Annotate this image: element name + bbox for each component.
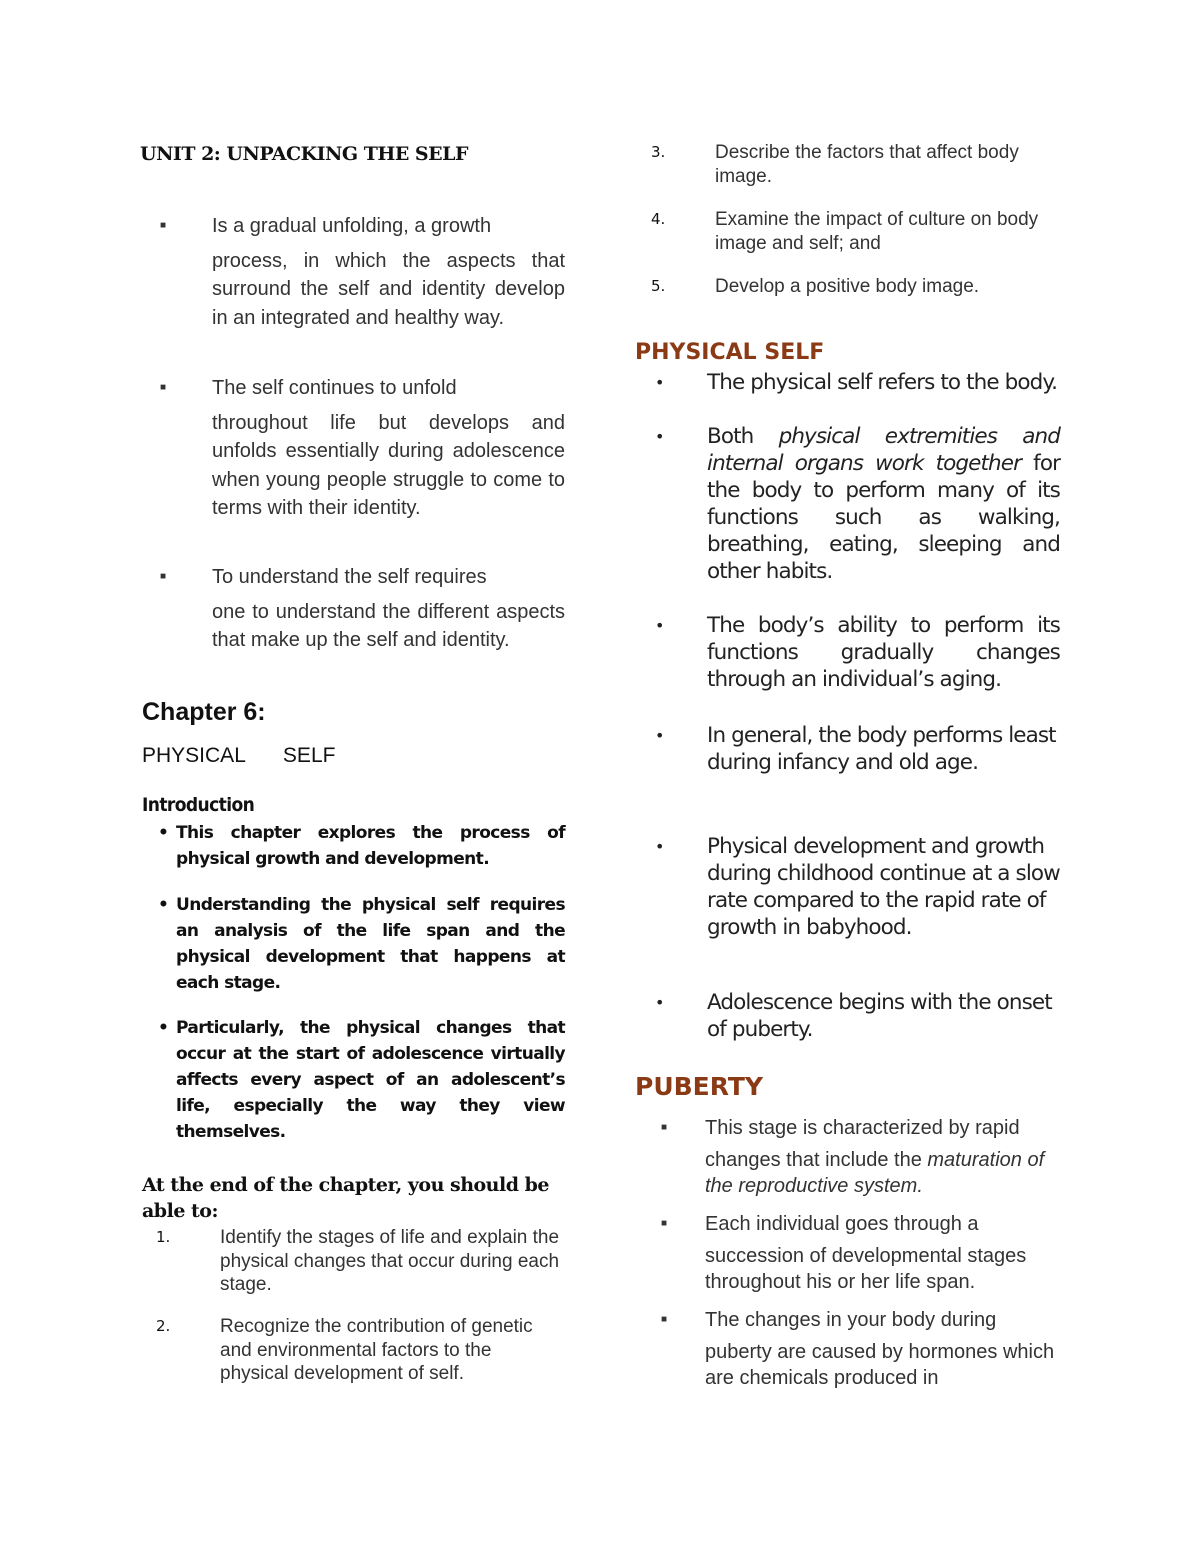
chapter-subtitle: PHYSICAL SELF (142, 744, 336, 767)
list-item: • Understanding the physical self requires an analysis of the life span and the physical development that happens at each stage. (158, 892, 565, 996)
list-item: • In general, the body performs least during infancy and old age. (655, 723, 1056, 775)
dot-bullet-icon: • (655, 726, 664, 745)
list-number: 2. (156, 1317, 171, 1335)
list-item: ■ This stage is characterized by rapid changes that include the maturation of the reproductive system. (661, 1117, 1045, 1197)
list-item: 4. Examine the impact of culture on body image and self; and (651, 209, 1039, 254)
dot-bullet-icon: • (158, 1018, 169, 1038)
list-item: • Physical development and growth during childhood continue at a slow rate compared to the rapid rate of growth in babyhood. (655, 834, 1060, 940)
square-bullet-icon: ■ (160, 220, 167, 231)
square-bullet-icon: ■ (160, 382, 167, 393)
list-item: 2. Recognize the contribution of genetic and environmental factors to the physical development of self. (156, 1316, 533, 1384)
list-item: ■ Is a gradual unfolding, a growth process, in which the aspects that surround the self and identity develop in an integrated and healthy way. (140, 212, 565, 332)
list-item: 5. Develop a positive body image. (651, 276, 980, 297)
dot-bullet-icon: • (158, 823, 169, 843)
dot-bullet-icon: • (655, 993, 664, 1012)
list-item: ■ The changes in your body during puberty are caused by hormones which are chemicals produced in (661, 1309, 1055, 1389)
list-item: • The physical self refers to the body. (655, 370, 1058, 395)
square-bullet-icon: ■ (661, 1314, 668, 1325)
list-number: 4. (651, 210, 666, 228)
list-item: ■ To understand the self requires one to understand the different aspects that make up the self and identity. (140, 563, 565, 655)
dot-bullet-icon: • (655, 837, 664, 856)
puberty-heading: PUBERTY (635, 1072, 764, 1101)
physical-self-heading: PHYSICAL SELF (635, 340, 825, 365)
list-number: 5. (651, 277, 666, 295)
dot-bullet-icon: • (655, 427, 664, 446)
list-item: • Particularly, the physical changes that occur at the start of adolescence virtually affects every aspect of an adolescent’s life, especially the way they view themselves. (158, 1015, 565, 1145)
unit-title: UNIT 2: UNPACKING THE SELF (140, 143, 468, 165)
list-item: • This chapter explores the process of physical growth and development. (158, 820, 565, 872)
list-item: 3. Describe the factors that affect body image. (651, 142, 1019, 187)
list-number: 1. (156, 1228, 171, 1246)
list-item: ■ Each individual goes through a succession of developmental stages throughout his or her life span. (661, 1213, 1027, 1293)
dot-bullet-icon: • (158, 895, 169, 915)
list-item: • Both physical extremities and internal organs work together for the body to perform many of its functions such as walking, breathing, eating, sleeping and other habits. (655, 424, 1061, 584)
dot-bullet-icon: • (655, 373, 664, 392)
objectives-heading: At the end of the chapter, you should be able to: (142, 1174, 549, 1222)
list-item: • The body’s ability to perform its functions gradually changes through an individual’s aging. (655, 613, 1060, 692)
square-bullet-icon: ■ (160, 571, 167, 582)
introduction-heading: Introduction (142, 794, 255, 816)
list-item: 1. Identify the stages of life and explain the physical changes that occur during each stage. (156, 1227, 560, 1295)
square-bullet-icon: ■ (661, 1218, 668, 1229)
list-item: ■ The self continues to unfold throughout life but develops and unfolds essentially during adolescence when young people struggle to come to terms with their identity. (140, 374, 565, 523)
dot-bullet-icon: • (655, 616, 664, 635)
square-bullet-icon: ■ (661, 1122, 668, 1133)
list-number: 3. (651, 143, 666, 161)
list-item: • Adolescence begins with the onset of puberty. (655, 990, 1052, 1042)
chapter-title: Chapter 6: (142, 698, 266, 726)
